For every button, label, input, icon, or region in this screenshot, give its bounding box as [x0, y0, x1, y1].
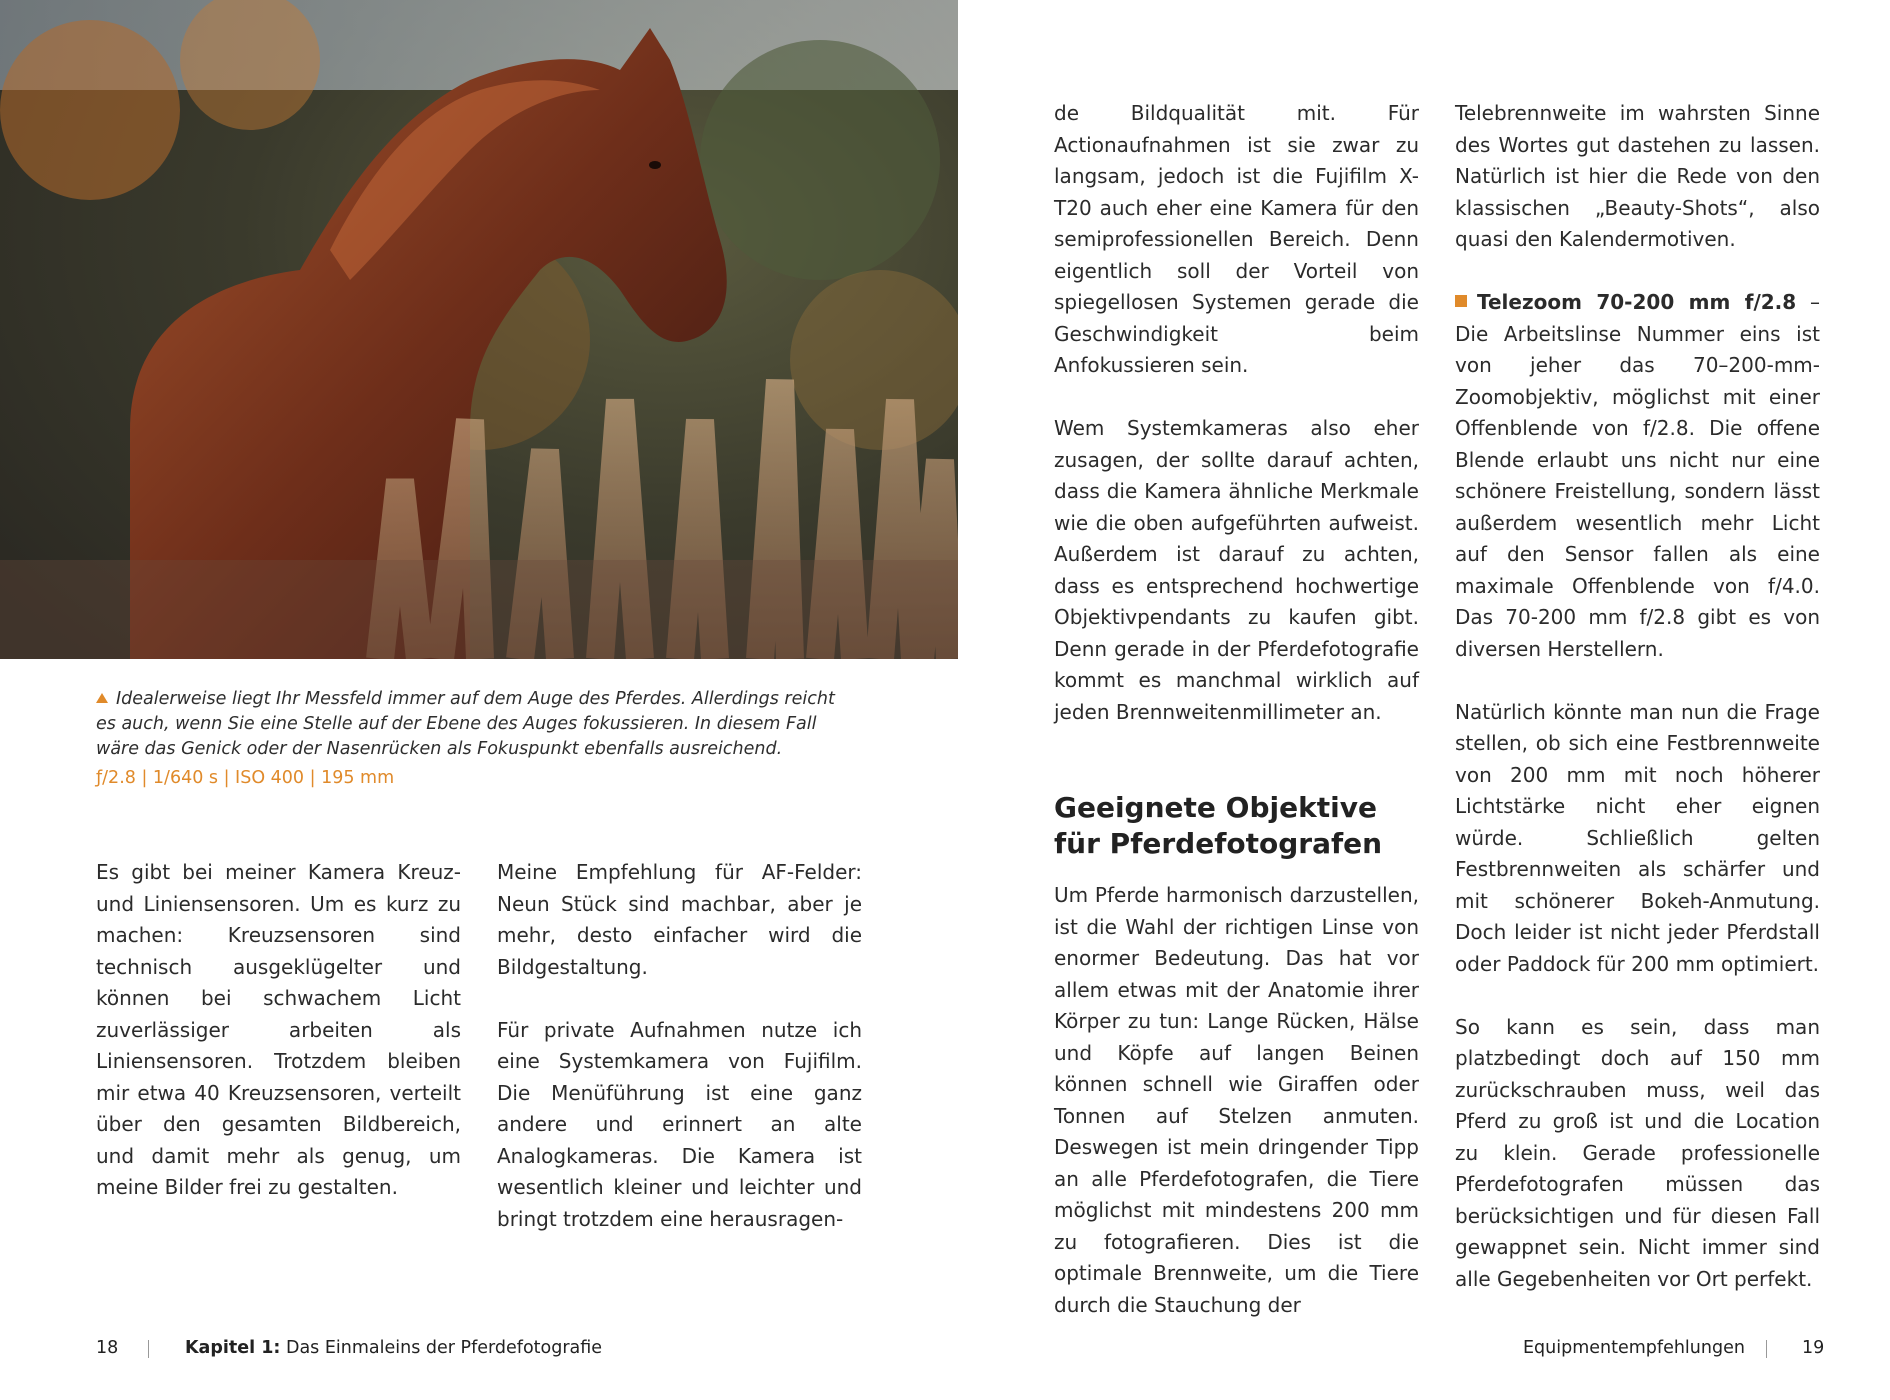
left-page-column-1: [96, 857, 461, 1235]
section-heading: [1054, 790, 1419, 862]
section-heading-line-1: Geeignete Objektive: [1054, 791, 1377, 824]
bullet-label: Telezoom 70-200 mm f/2.8: [1477, 290, 1797, 314]
paragraph: So kann es sein, dass man platzbedingt doch auf 150 mm zurückschrauben muss, weil das Pferd zu groß ist und die Location zu klein. Gerade professionelle Pferdefotografen müssen das berücksichtigen und für diesen Fall gewappnet sein. Nicht immer sind alle Gegebenheiten vor Ort perfekt.: [1455, 1014, 1820, 1291]
bullet-square-icon: [1455, 295, 1467, 307]
right-page-number: 19: [1802, 1338, 1825, 1358]
paragraph: Natürlich könnte man nun die Frage stellen, ob sich eine Festbrennweite von 200 mm mit noch höherer Lichtstärke nicht eher eignen würde. Schließlich gelten Festbrennweiten als schärfer und mit schönerer Bokeh-Anmutung. Doch leider ist nicht jeder Pferdstall oder Paddock für 200 mm optimiert.: [1455, 699, 1820, 976]
bullet-text: – Die Arbeitslinse Nummer eins ist von jeher das 70–200-mm-Zoomobjektiv, möglichst mit einer Offenblende von f/2.8. Die offene Blende erlaubt uns nicht nur eine schönere Freistellung, sondern lässt außerdem wesentlich mehr Licht auf den Sensor fallen als eine maximale Offenblende von f/4.0. Das 70-200 mm f/2.8 gibt es von diversen Herstellern.: [1455, 290, 1820, 661]
right-page-column-1: [1054, 98, 1419, 1353]
footer-separator-right: [1766, 1340, 1767, 1358]
paragraph: Wem Systemkameras also eher zusagen, der sollte darauf achten, dass die Kamera ähnliche Merkmale wie die oben aufgeführten aufweist. Außerdem ist darauf zu achten, dass es entsprechend hochwertige Objektivpendants zu kaufen gibt. Denn gerade in der Pferdefotografie kommt es manchmal wirklich auf jeden Brennweitenmillimeter an.: [1054, 416, 1419, 724]
section-heading-line-2: für Pferdefotografen: [1054, 827, 1383, 860]
caption-text: Idealerweise liegt Ihr Messfeld immer auf dem Auge des Pferdes. Allerdings reicht es auch, wenn Sie eine Stelle auf der Ebene des Auges fokussieren. In diesem Fall wäre das Genick oder der Nasenrücken als Fokuspunkt ebenfalls ausreichend.: [96, 689, 835, 759]
paragraph: Telebrennweite im wahrsten Sinne des Wortes gut dastehen zu lassen. Natürlich ist hier die Rede von den klassischen „Beauty-Shots“, also quasi den Kalendermotiven.: [1455, 101, 1820, 251]
photo-caption: [96, 687, 856, 762]
bullet-paragraph: [1455, 287, 1820, 665]
chapter-title: Das Einmaleins der Pferdefotografie: [285, 1338, 603, 1358]
paragraph: Für private Aufnahmen nutze ich eine Systemkamera von Fujifilm. Die Menüführung ist eine ganz andere und erinnert an alte Analogkameras. Die Kamera ist wesentlich kleiner und leichter und bringt trotzdem eine herausragen-: [497, 1017, 862, 1231]
paragraph: Um Pferde harmonisch darzustellen, ist die Wahl der richtigen Linse von enormer Bedeutung. Das hat vor allem etwas mit der Anatomie ihrer Körper zu tun: Lange Rücken, Hälse und Köpfe auf langen Beinen können schnell wie Giraffen oder Tonnen auf Stelzen anmuten. Deswegen ist mein dringender Tipp an alle Pferdefotografen, die Tiere möglichst mit mindestens 200 mm zu fotografieren. Dies ist die optimale Brennweite, um die Tiere durch die Stauchung der: [1054, 883, 1419, 1317]
chapter-label: Kapitel 1:: [185, 1338, 281, 1358]
horse-photo: [0, 0, 958, 659]
horse-photo-illustration: [0, 0, 958, 659]
footer-separator-left: [148, 1340, 149, 1358]
paragraph: Es gibt bei meiner Kamera Kreuz- und Liniensensoren. Um es kurz zu machen: Kreuzsensoren sind technisch ausgeklügelter und können bei schwachem Licht zuverlässiger arbeiten als Liniensensoren. Trotzdem bleiben mir etwa 40 Kreuzsensoren, verteilt über den gesamten Bildbereich, und damit mehr als genug, um meine Bilder frei zu gestalten.: [96, 860, 461, 1199]
section-footer: Equipmentempfehlungen: [1523, 1338, 1745, 1358]
left-page-column-2: [497, 857, 862, 1267]
paragraph: Meine Empfehlung für AF-Felder: Neun Stück sind machbar, aber je mehr, desto einfacher wird die Bildgestaltung.: [497, 860, 862, 979]
caption-triangle-icon: [96, 693, 108, 703]
right-page-column-2: [1455, 98, 1820, 1327]
exif-info: ƒ/2.8 | 1/640 s | ISO 400 | 195 mm: [96, 768, 395, 788]
chapter-footer: [185, 1338, 602, 1358]
paragraph: de Bildqualität mit. Für Actionaufnahmen ist sie zwar zu langsam, jedoch ist die Fujifilm X-T20 auch eher eine Kamera für den semiprofessionellen Bereich. Denn eigentlich soll der Vorteil von spiegellosen Systemen gerade die Geschwindigkeit beim Anfokussieren sein.: [1054, 101, 1419, 377]
left-page-number: 18: [96, 1338, 119, 1358]
